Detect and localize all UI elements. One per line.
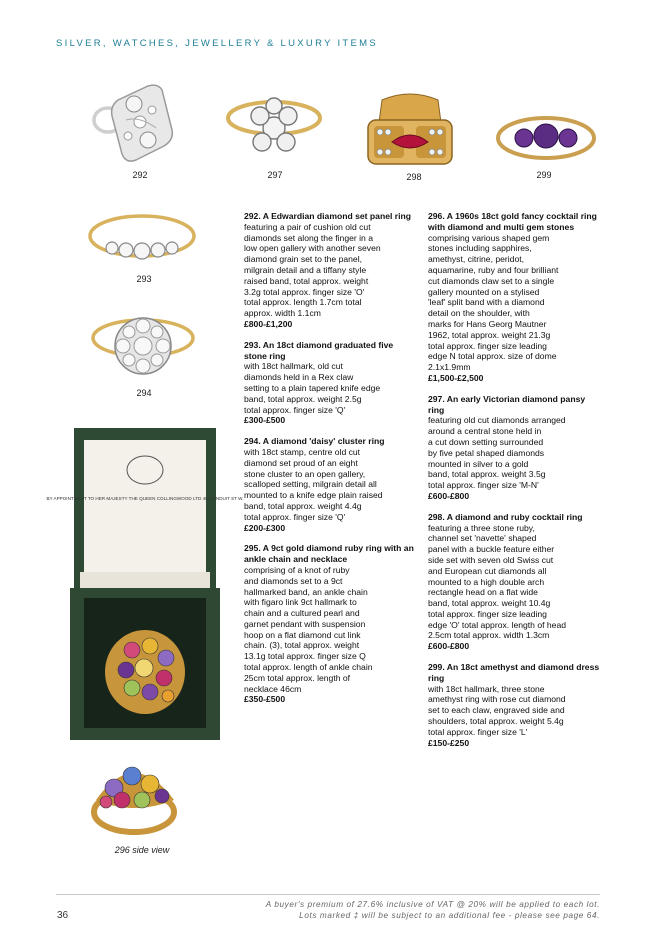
caption-297: 297 (267, 170, 283, 180)
lot-299 (428, 662, 602, 748)
lot-298-description: featuring a three stone ruby, channel set 'navette' shaped panel with a buckle feature either side set with seven old Swiss cut and European cut diamonds all mounted to a high double arch rectangle head on a flat wide band, total approx. weight 10.4g total approx. finger size leading edge 'O' total approx. length of head 2.5cm total approx. width 1.3cm (428, 522, 567, 641)
footer-premium-note: A buyer's premium of 27.6% inclusive of VAT @ 20% will be applied to each lot. (265, 900, 600, 909)
lot-297-estimate: £600-£800 (428, 490, 470, 501)
lot-292-description: featuring a pair of cushion old cut diamonds set along the finger in a low open gallery with another seven diamond grain set to the panel, milgrain detail and a tiffany style raised band, total approx. weight 3.2g total approx. finger size 'O' total approx. length 1.7cm total approx. width 1.1cm (244, 221, 381, 319)
caption-292: 292 (132, 170, 148, 180)
box-lining-text: BY APPOINTMENT TO HER MAJESTY THE QUEEN COLLINGWOOD LTD 46 CONDUIT ST W. (46, 496, 244, 501)
caption-294: 294 (136, 388, 152, 398)
lot-column-right (428, 211, 602, 758)
lot-294-estimate: £200-£300 (244, 522, 286, 533)
page-number: 36 (57, 910, 69, 921)
ring-294-photo (88, 306, 198, 384)
lot-292-title: 292. A Edwardian diamond set panel ring (244, 211, 411, 221)
lot-292 (244, 211, 414, 330)
page-header: SILVER, WATCHES, JEWELLERY & LUXURY ITEMS (56, 38, 379, 49)
lot-295 (244, 543, 414, 705)
ring-293-photo (86, 208, 198, 270)
caption-298: 298 (406, 172, 422, 182)
lot-293-title: 293. An 18ct diamond graduated five stone ring (244, 339, 394, 361)
lot-297-title: 297. An early Victorian diamond pansy ring (428, 393, 586, 415)
footer-rule (56, 894, 600, 895)
lot-296-description: comprising various shaped gem stones including sapphires, amethyst, citrine, peridot, aquamarine, ruby and four brilliant cut diamonds claw set to a single gallery mounted on a stylised 'leaf' split band with a diamond detail on the shoulder, with marks for Hans Georg Mautner 1962, total approx. weight 21.3g total approx. finger size leading edge N total approx. size of dome 2.1x1.9mm (428, 232, 559, 373)
lot-296 (428, 211, 602, 384)
lot-297 (428, 394, 602, 502)
lot-299-description: with 18ct hallmark, three stone amethyst ring with rose cut diamond set to each claw, engraved side and shoulders, total approx. weight 5.4g total approx. finger size 'L' (428, 683, 566, 737)
caption-299: 299 (536, 170, 552, 180)
ring-299-photo (494, 108, 598, 168)
footer-note (266, 899, 600, 921)
ring-296-box-photo (46, 422, 244, 742)
caption-296-side: 296 side view (114, 845, 170, 855)
lot-292-estimate: £800-£1,200 (244, 318, 293, 329)
lot-296-title: 296. A 1960s 18ct gold fancy cocktail ring with diamond and multi gem stones (428, 211, 597, 232)
lot-293 (244, 340, 414, 426)
lot-298-estimate: £600-£800 (428, 641, 470, 652)
lot-294 (244, 436, 414, 533)
lot-296-estimate: £1,500-£2,500 (428, 372, 484, 383)
lot-299-title: 299. An 18ct amethyst and diamond dress ring (428, 662, 600, 683)
ring-298-photo (362, 90, 458, 170)
lot-297-description: featuring old cut diamonds arranged around a central stone held in a cut down setting surrounded by five petal shaped diamonds mounted in silver to a gold band, total approx. weight 3.5g total approx. finger size 'M-N' (428, 415, 566, 491)
lot-298 (428, 512, 602, 652)
lot-299-estimate: £150-£250 (428, 737, 470, 748)
lot-column-left (244, 211, 414, 715)
lot-294-title: 294. A diamond 'daisy' cluster ring (244, 436, 385, 447)
footer-fee-note: Lots marked ‡ will be subject to an additional fee - please see page 64. (299, 911, 600, 920)
ring-296-side-photo (82, 752, 186, 838)
lot-295-description: comprising of a knot of ruby and diamonds set to a 9ct hallmarked band, an ankle chain with figaro link 9ct hallmark to chain and a cultured pearl and garnet pendant with suspension hoop on a flat diamond cut link chain. (3), total approx. weight 13.1g total approx. finger size Q total approx. length of ankle chain 25cm total approx. length of necklace 46cm (244, 564, 373, 694)
ring-292-photo (90, 80, 188, 166)
lot-294-description: with 18ct stamp, centre old cut diamond set proud of an eight stone cluster to an open gallery, scalloped setting, milgrain detail all mounted to a knife edge plain raised band, total approx. weight 4.4g total approx. finger size 'Q' (244, 446, 383, 522)
ring-297-photo (222, 84, 326, 166)
lot-298-title: 298. A diamond and ruby cocktail ring (428, 511, 583, 522)
lot-293-description: with 18ct hallmark, old cut diamonds held in a Rex claw setting to a plain tapered knife edge band, total approx. weight 2.5g total approx. finger size 'Q' (244, 361, 381, 415)
lot-293-estimate: £300-£500 (244, 415, 286, 426)
lot-295-title: 295. A 9ct gold diamond ruby ring with an ankle chain and necklace (244, 543, 414, 565)
lot-295-estimate: £350-£500 (244, 694, 286, 705)
caption-293: 293 (136, 274, 152, 284)
